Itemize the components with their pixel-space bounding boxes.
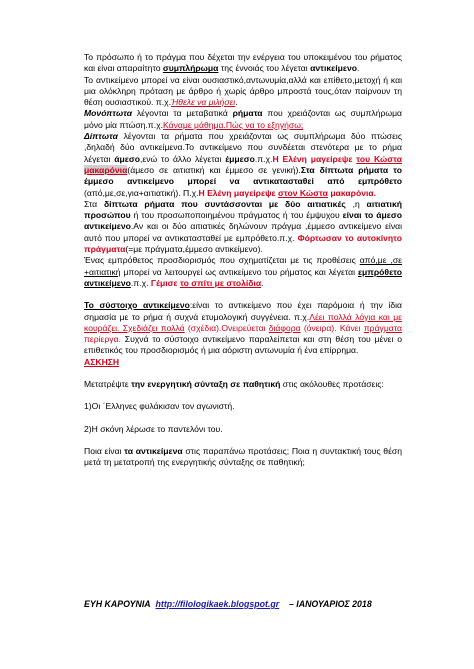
text-run: 1)Οι ΄Ελληνες φυλάκισαν τον αγωνιστή. bbox=[84, 401, 235, 412]
text-run: Μετατρέψτε bbox=[84, 379, 132, 390]
rule-text: Στα δίπτωτα ρήματα το έμμεσο αντικείμενο μπορεί να αντικατασταθεί από εμπρόθετο bbox=[84, 164, 402, 187]
exercise-title: ΑΣΚΗΣΗ bbox=[84, 356, 120, 367]
text-run: Συχνά το σύστοιχο αντικείμενο παραλείπεται και στη θέση του μένει ο επιθετικός του προσδιορισμός ή μια αόριστη αντωνυμία ή ένα επίρρημα. bbox=[84, 334, 402, 356]
example-text: Λέει πολλά λόγια και με κουράζει. Σχεδιάζει bbox=[84, 311, 402, 333]
page-footer bbox=[84, 599, 414, 609]
footer-date: – ΙΑΝΟΥΑΡΙΟΣ 2018 bbox=[288, 599, 372, 609]
exercise-instruction bbox=[84, 379, 402, 390]
example-text: Ήθελε να μιλήσει bbox=[171, 97, 236, 108]
example-text: Γέμισε bbox=[150, 277, 180, 288]
text-run: Στα bbox=[84, 198, 104, 209]
example-text: του Κώστα bbox=[356, 153, 403, 164]
text-run: . bbox=[235, 97, 238, 108]
exercise-sentence-1 bbox=[84, 401, 402, 412]
paragraph-two-accusatives bbox=[84, 199, 402, 255]
text-run: Ποια είναι bbox=[84, 445, 125, 456]
paragraph-monoptota bbox=[84, 108, 402, 131]
example-text: στον Κώστα bbox=[278, 187, 328, 198]
text-run: λέγονται τα ρήματα που χρειάζονται ως συμπλήρωμα δύο πτώσεις ,δηλαδή δύο αντικείμενα.Το αντικείμενο που συνδέεται στενότερα με το ρήμα λέγεται bbox=[84, 131, 402, 164]
term-monoptota: Μονόπτωτα bbox=[84, 108, 133, 119]
text-run: 2)Η σκόνη λέρωσε το παντελόνι του. bbox=[84, 423, 223, 434]
example-text: μακαρόνια. bbox=[327, 187, 377, 198]
text-run: .Αν και οι δύο αιτιατικές δηλώνουν πράγμα ,έμμεσο αντικείμενο είναι αυτό που μπορεί να αντικατασταθεί με εμπρόθετο.π.χ. bbox=[84, 221, 402, 243]
rule-text: την ενεργητική σύνταξη σε παθητική bbox=[131, 379, 281, 390]
paragraph-object-types bbox=[84, 75, 402, 109]
exercise-sentence-2 bbox=[84, 424, 402, 435]
example-text: (όνειρα). Κάνει bbox=[300, 322, 364, 333]
rule-text: είναι το άμεσο αντικείμενο bbox=[84, 210, 402, 232]
example-text: Κάναμε μάθημα.Πώς να το εξηγήσω; bbox=[163, 119, 304, 130]
footer-author: ΕΥΗ ΚΑΡΟΥΝΙΑ bbox=[84, 599, 151, 609]
text-run: (άμεσο σε αιτιατική και έμμεσο σε γενική). bbox=[127, 164, 301, 175]
example-text: πράγματα bbox=[363, 322, 402, 333]
paragraph-prepositional-object bbox=[84, 255, 402, 289]
text-run: Ένας εμπρόθετος προσδιορισμός που σχηματίζεται με τις προθέσεις bbox=[84, 255, 360, 266]
term-direct: άμεσο bbox=[114, 153, 140, 164]
exercise-heading bbox=[84, 357, 402, 368]
paragraph-cognate-object bbox=[84, 300, 402, 356]
example-text: Η Ελένη μαγείρεψε bbox=[272, 153, 357, 164]
rule-text: αιτιατική προσώπου bbox=[84, 198, 402, 221]
text-run: (από,με,σε,για+αιτιατική). Π.χ. bbox=[84, 187, 199, 198]
rule-text: δίπτωτα ρήματα που συντάσσονται με δύο αιτιατικές bbox=[103, 198, 346, 209]
text-run: λέγονται τα μεταβατικά bbox=[132, 108, 233, 119]
term-cognate-object: Το σύστοιχο αντικείμενο bbox=[84, 300, 190, 311]
text-run: ,η bbox=[345, 198, 367, 209]
text-run: .π.χ. bbox=[254, 153, 273, 164]
text-run: που χρειάζονται ως συμπλήρωμα μόνο μία πτώση.π.χ. bbox=[84, 108, 402, 130]
paragraph-definition bbox=[84, 52, 402, 75]
text-run: ή του προσωποποιημένου πράγματος ή του έμψυχου bbox=[130, 210, 343, 221]
text-run: στις ακόλουθες προτάσεις: bbox=[280, 379, 384, 390]
paragraph-diptota bbox=[84, 131, 402, 199]
text-run: Το πρόσωπο ή το πράγμα που δέχεται την ενέργεια του υποκειμένου του ρήματος και είναι απαραίτητο bbox=[84, 52, 402, 74]
example-text: περίεργα. bbox=[84, 334, 121, 345]
example-text: μακαρόνια bbox=[84, 164, 128, 175]
text-run: (=με πράγματα,έμμεσο αντικείμενο). bbox=[125, 244, 263, 255]
example-text: το σπίτι με στολίδια bbox=[179, 277, 262, 288]
example-text: Η Ελένη μαγείρεψε bbox=[198, 187, 279, 198]
exercise-question bbox=[84, 446, 402, 469]
example-text: (σχέδια).Ονειρεύεται bbox=[184, 322, 269, 333]
text-run: . bbox=[261, 277, 264, 288]
text-run: :είναι το αντικείμενο που έχει παρόμοια ή την ίδια σημασία με το ρήμα ή συχνά ετυμολογική συγγένεια. π.χ. bbox=[84, 300, 402, 322]
term-verbs: ρήματα bbox=[232, 108, 263, 119]
example-text: πολλά bbox=[160, 322, 185, 333]
term-prepositional-object: εμπρόθετο αντικείμενο bbox=[84, 266, 402, 288]
text-run: στις παραπάνω προτάσεις; Ποια η συντακτική τους θέση μετά τη μετατροπή της ενεργητικής σύνταξης σε παθητική; bbox=[84, 445, 402, 468]
term-complement: συμπλήρωμα bbox=[162, 63, 219, 74]
prepositions-text: από,με ,σε +αιτιατική bbox=[84, 255, 402, 277]
text-run: . bbox=[357, 63, 360, 74]
term-indirect: έμμεσο bbox=[225, 153, 255, 164]
footer-blog-link[interactable]: http://filologikaek.blogspot.gr bbox=[155, 599, 280, 609]
example-text: διάφορα bbox=[268, 322, 301, 333]
text-run: ,ενώ το άλλο λέγεται bbox=[140, 153, 226, 164]
text-run: της έννοιάς του λέγεται bbox=[218, 63, 311, 74]
text-run: μπορεί να λειτουργεί ως αντικείμενο του ρήματος και λέγεται bbox=[120, 266, 358, 277]
term-object: αντικείμενο bbox=[310, 63, 357, 74]
term-objects: τα αντικείμενα bbox=[124, 445, 183, 456]
example-text: Φόρτωσαν το αυτοκίνητο πράγματα bbox=[84, 232, 402, 255]
text-run: Το αντικείμενο μπορεί να είναι ουσιαστικό,αντωνυμία,αλλά και επίθετο,μετοχή ή και μια ολόκληρη πρόταση με άρθρο ή χωρίς άρθρο μπροστά τους,όταν παίρνουν τη θέση ουσιαστικού. π.χ. bbox=[84, 74, 402, 108]
text-run: .π.χ. bbox=[130, 277, 151, 288]
document-body bbox=[84, 52, 402, 469]
term-diptota: Δίπτωτα bbox=[84, 131, 118, 142]
